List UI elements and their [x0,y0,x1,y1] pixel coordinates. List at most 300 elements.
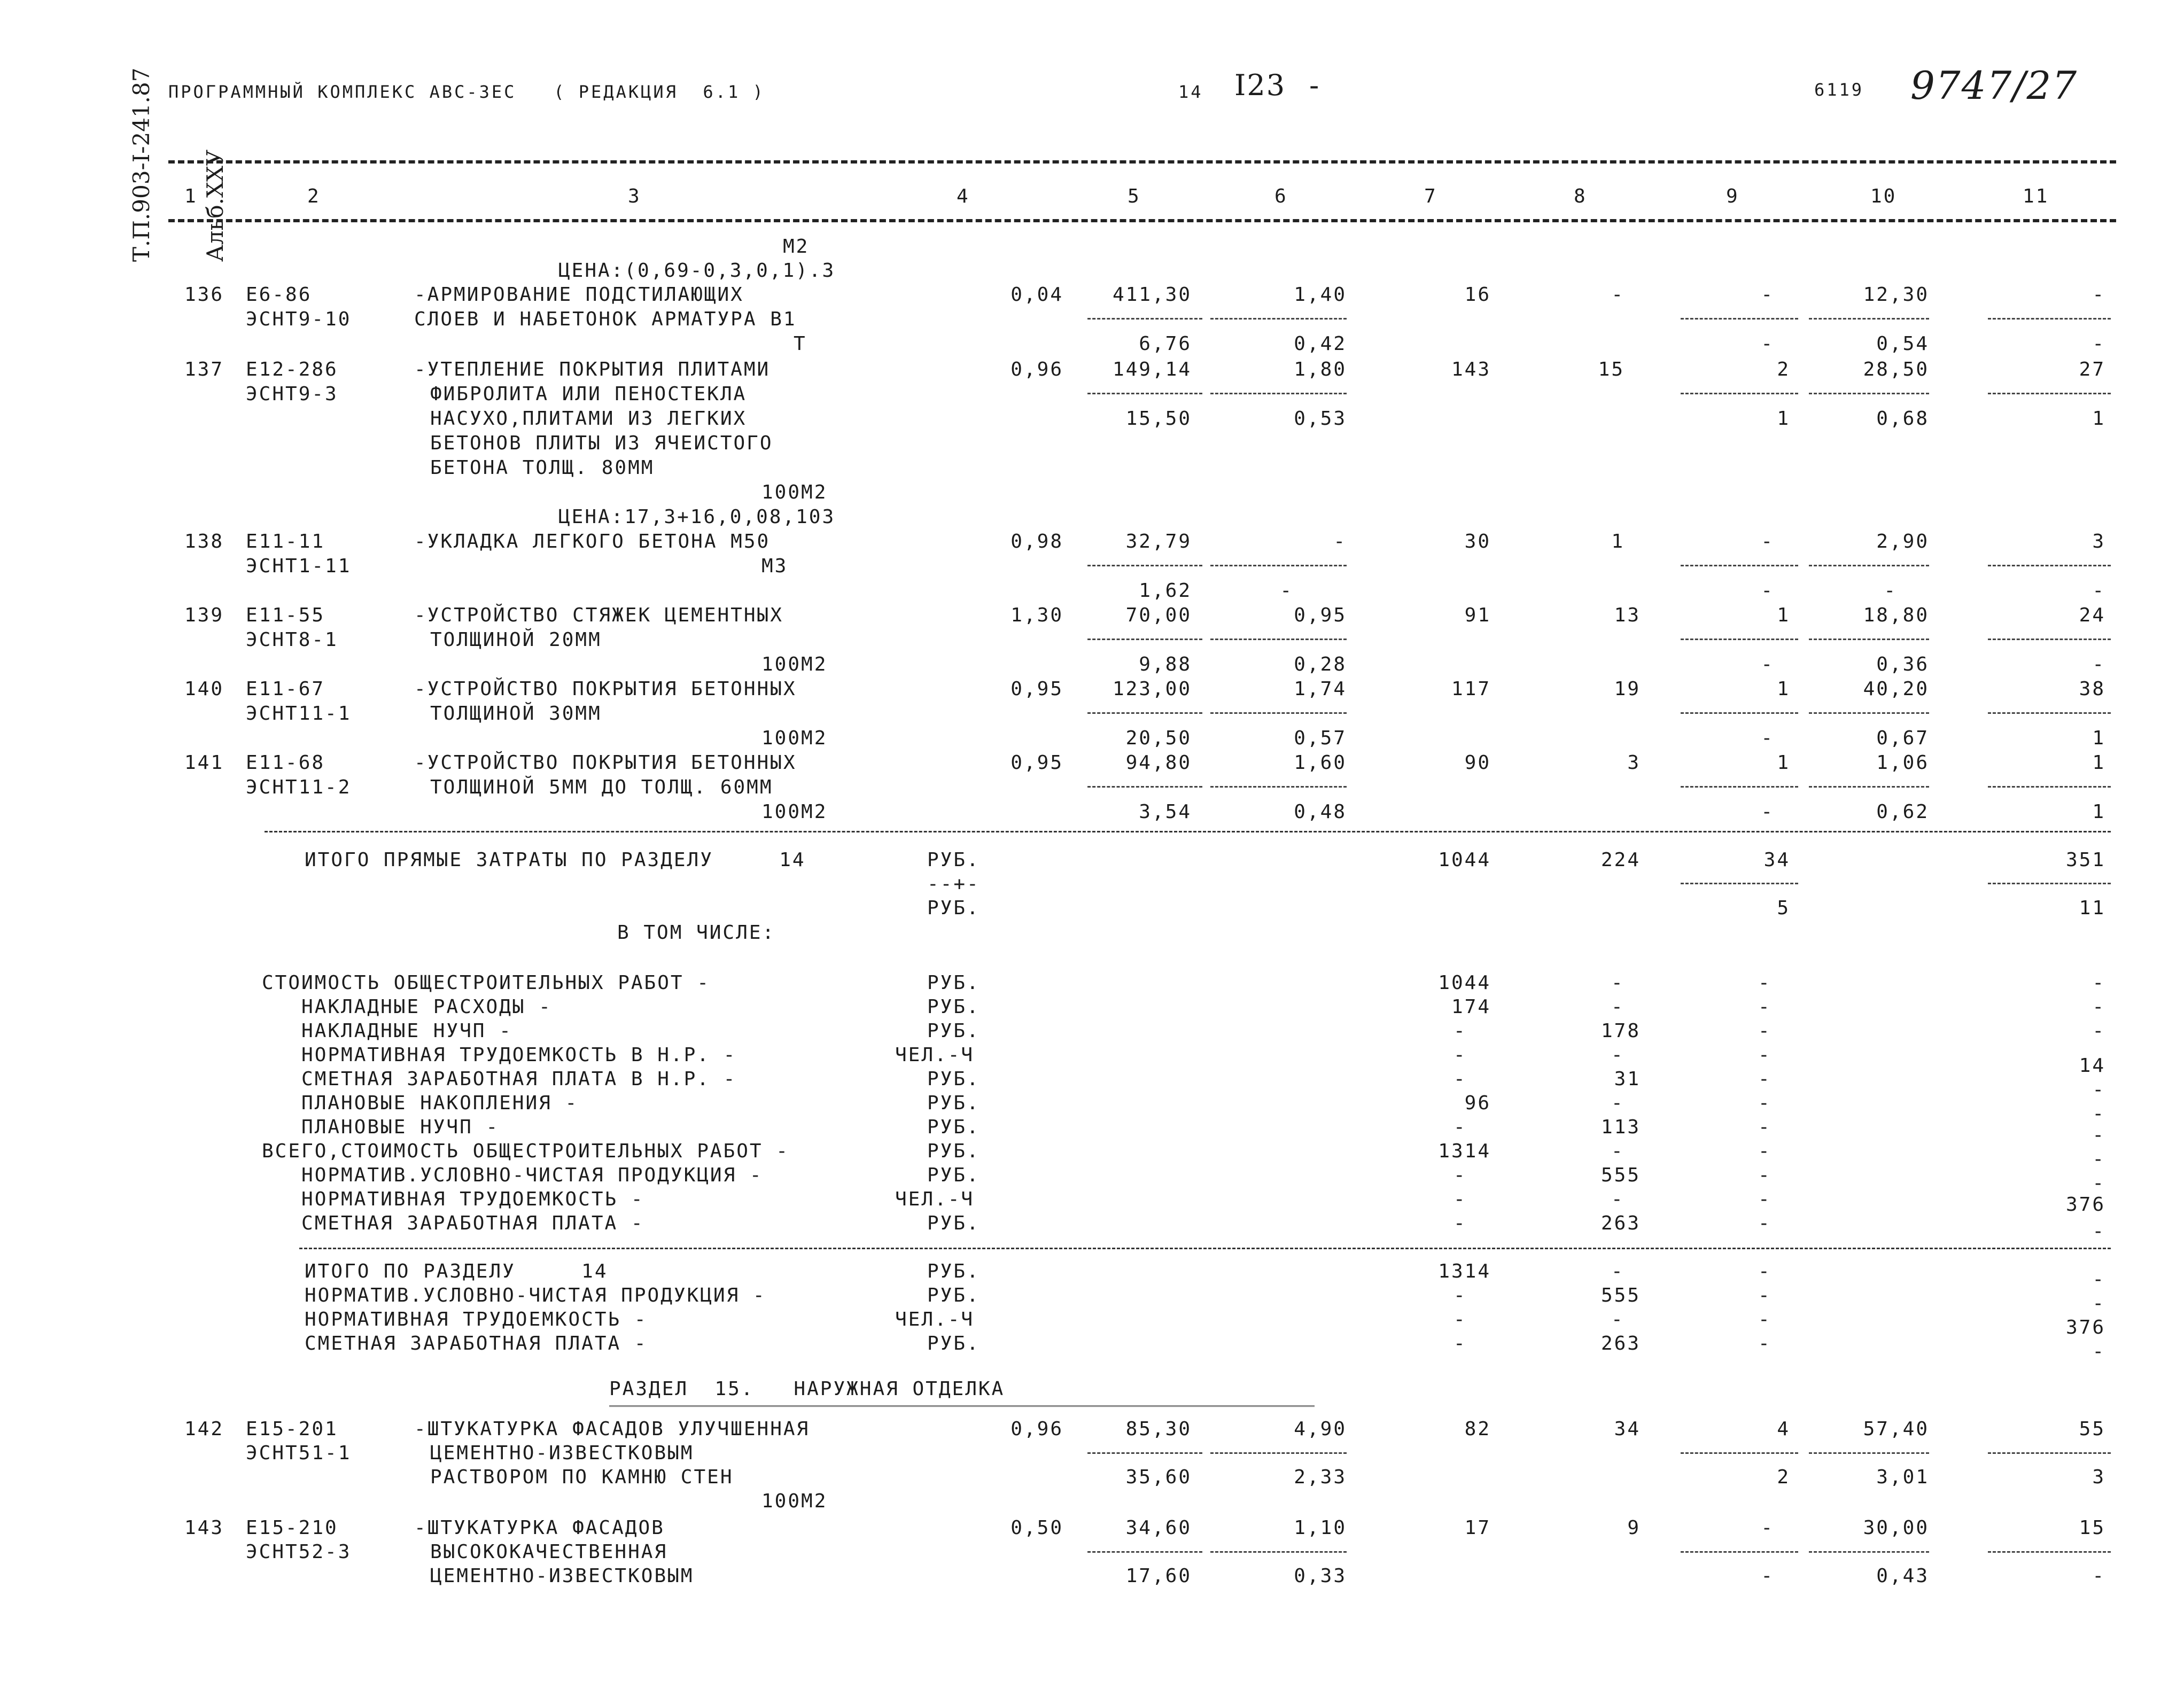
cell-c8: 19 [1614,678,1641,700]
side-label [80,68,277,262]
cell-divider [1988,565,2111,566]
breakdown-c9: - [1758,1116,1771,1138]
item-number: 143 [184,1517,224,1539]
cell-divider [1210,393,1347,394]
section-total-c8: 263 [1600,1333,1641,1355]
col-header-9: 9 [1726,185,1739,207]
cell-c9: 2 [1777,359,1790,380]
section-total-unit: РУБ. [927,1260,980,1282]
cell-c9: - [1761,531,1774,552]
cell-c11: 3 [2092,531,2105,552]
cell-c9b: - [1761,801,1774,823]
breakdown-c11: - [2092,1172,2105,1194]
price-formula: ЦЕНА:17,3+16,0,08,103 [558,506,836,528]
cell-c6: 0,95 [1294,604,1347,626]
cell-c11: 55 [2079,1418,2105,1440]
cell-c8: 1 [1611,531,1625,552]
breakdown-c11: - [2092,996,2105,1018]
cell-c8: 9 [1627,1517,1641,1539]
cell-c6b: 0,42 [1294,333,1347,355]
cell-divider [1210,318,1347,320]
breakdown-c7: - [1454,1116,1467,1138]
item-description: -УСТРОЙСТВО ПОКРЫТИЯ БЕТОННЫХ [414,678,797,700]
cell-c9: 1 [1777,752,1790,774]
breakdown-c11: - [2092,1124,2105,1146]
cell-c5: 85,30 [1125,1418,1192,1440]
item-number: 137 [184,359,224,380]
breakdown-c8: - [1611,1092,1625,1114]
item-code-2: ЭСНТ11-2 [246,776,352,798]
cell-divider [1210,786,1347,788]
cell-divider [1681,1551,1798,1553]
cell-divider [1087,565,1202,566]
breakdown-unit: РУБ. [927,1140,980,1162]
cell-divider [1681,883,1798,884]
cell-divider [1681,318,1798,320]
cell-c9b: 1 [1777,408,1790,430]
cell-divider [1087,1551,1202,1553]
item-description: -ШТУКАТУРКА ФАСАДОВ УЛУЧШЕННАЯ [414,1418,810,1440]
cell-c11b: 1 [2092,727,2105,749]
cell-c9: 1 [1777,678,1790,700]
section-total-unit: РУБ. [927,1285,980,1306]
breakdown-c7: - [1454,1020,1467,1042]
cell-c6b: 0,33 [1294,1565,1347,1587]
cell-qty: 0,98 [1011,531,1063,552]
item-description: -АРМИРОВАНИЕ ПОДСТИЛАЮЩИХ [414,284,744,306]
breakdown-c9: - [1758,1188,1771,1210]
breakdown-label: НОРМАТИВНАЯ ТРУДОЕМКОСТЬ В Н.Р. - [262,1044,737,1066]
item-code: Е15-201 [246,1418,338,1440]
breakdown-unit: РУБ. [927,1164,980,1186]
col-header-11: 11 [2023,185,2049,207]
side-label-line1: Т.П.903-I-241.87 [128,67,154,262]
col-header-3: 3 [628,185,641,207]
cell-divider [1681,565,1798,566]
item-number: 142 [184,1418,224,1440]
cell-c6: 4,90 [1294,1418,1347,1440]
breakdown-label: ВСЕГО,СТОИМОСТЬ ОБЩЕСТРОИТЕЛЬНЫХ РАБОТ - [262,1140,789,1162]
cell-c8: 13 [1614,604,1641,626]
cell-c10: 12,30 [1863,284,1929,306]
breakdown-c11: - [2092,1079,2105,1101]
item-unit: 100М2 [761,1490,828,1512]
section-total-label: СМЕТНАЯ ЗАРАБОТНАЯ ПЛАТА - [305,1333,648,1355]
cell-divider [1988,786,2111,788]
breakdown-unit: РУБ. [927,996,980,1018]
breakdown-c8: 263 [1600,1212,1641,1234]
col-header-1: 1 [184,185,198,207]
section-total-c7: - [1454,1285,1467,1306]
cell-divider [1809,393,1929,394]
section-total-c9: - [1758,1260,1771,1282]
cell-c10b: 0,43 [1876,1565,1929,1587]
cell-divider [1988,318,2111,320]
cell-c11b: - [2092,653,2105,675]
cell-divider [1210,565,1347,566]
total-direct-unit: РУБ. [927,849,980,871]
cell-qty: 0,96 [1011,359,1063,380]
item-code: Е15-210 [246,1517,338,1539]
cell-c5b: 20,50 [1125,727,1192,749]
item-description: ТОЛЩИНОЙ 20ММ [430,629,602,651]
cell-c5: 94,80 [1125,752,1192,774]
section-title: РАЗДЕЛ 15. НАРУЖНАЯ ОТДЕЛКА [609,1378,1005,1400]
section-total-label: НОРМАТИВ.УСЛОВНО-ЧИСТАЯ ПРОДУКЦИЯ - [305,1285,766,1306]
section-total-c11: 376 [2065,1317,2105,1338]
cell-c11: - [2092,284,2105,306]
section-total-c11: - [2092,1268,2105,1290]
item-description: ТОЛЩИНОЙ 5ММ ДО ТОЛЩ. 60ММ [430,776,773,798]
breakdown-c8: - [1611,1044,1625,1066]
cell-divider [1087,1452,1202,1454]
item-code: Е11-67 [246,678,325,700]
cell-divider [1087,393,1202,394]
cell-c6: 1,74 [1294,678,1347,700]
cell-c9: 4 [1777,1418,1790,1440]
item-code-2: ЭСНТ52-3 [246,1541,352,1563]
total-direct-unit-2: РУБ. [927,897,980,919]
breakdown-c9: - [1758,1164,1771,1186]
cell-divider [1087,639,1202,640]
section-total-c9: - [1758,1285,1771,1306]
cell-c11: 15 [2079,1517,2105,1539]
cell-divider [1988,639,2111,640]
item-number: 136 [184,284,224,306]
section-total-label: НОРМАТИВНАЯ ТРУДОЕМКОСТЬ - [305,1309,648,1330]
breakdown-c8: 113 [1600,1116,1641,1138]
cell-c10b: 3,01 [1876,1466,1929,1488]
cell-c10: 18,80 [1863,604,1929,626]
cell-c10: 57,40 [1863,1418,1929,1440]
cell-divider [1210,639,1347,640]
col-header-4: 4 [957,185,970,207]
breakdown-c8: 178 [1600,1020,1641,1042]
section-total-c8: - [1611,1309,1625,1330]
unit-line: 100М2 [761,481,828,503]
breakdown-c7: - [1454,1188,1467,1210]
breakdown-c11: - [2092,1020,2105,1042]
header-dash: - [1309,68,1320,102]
breakdown-unit: РУБ. [927,1092,980,1114]
breakdown-c9: - [1758,1044,1771,1066]
cell-c7: 30 [1464,531,1491,552]
item-number: 139 [184,604,224,626]
cell-c6: 1,10 [1294,1517,1347,1539]
item-description: ЦЕМЕНТНО-ИЗВЕСТКОВЫМ [430,1565,694,1587]
cell-c6b: 0,57 [1294,727,1347,749]
cell-c5b: 17,60 [1125,1565,1192,1587]
breakdown-c11: - [2092,1220,2105,1242]
item-code: Е12-286 [246,359,338,380]
breakdown-c9: - [1758,1068,1771,1090]
breakdown-c9: - [1758,1020,1771,1042]
cell-c10: 28,50 [1863,359,1929,380]
cell-divider [1681,786,1798,788]
including-label: В ТОМ ЧИСЛЕ: [617,922,776,944]
breakdown-label: СМЕТНАЯ ЗАРАБОТНАЯ ПЛАТА - [262,1212,644,1234]
top-rule [168,160,2116,164]
cell-c9b: - [1761,580,1774,602]
breakdown-c9: - [1758,1212,1771,1234]
unit-line: М2 [783,236,810,258]
cell-c10: 40,20 [1863,678,1929,700]
col-header-2: 2 [307,185,321,207]
total-direct-c9b: 5 [1777,897,1790,919]
cell-divider [1809,786,1929,788]
breakdown-label: ПЛАНОВЫЕ НАКОПЛЕНИЯ - [262,1092,579,1114]
document-code: 6119 [1814,80,1864,100]
breakdown-unit: ЧЕЛ.-Ч [895,1044,975,1066]
cell-divider [1809,639,1929,640]
cell-c8: - [1611,284,1625,306]
cell-c10b: 0,54 [1876,333,1929,355]
cell-c11: 24 [2079,604,2105,626]
cell-divider [1681,639,1798,640]
cell-c6: 1,60 [1294,752,1347,774]
cell-divider [1681,393,1798,394]
cell-c5b: 3,54 [1139,801,1192,823]
breakdown-c7: 96 [1464,1092,1491,1114]
section-total-unit: ЧЕЛ.-Ч [895,1309,975,1330]
total-direct-c7: 1044 [1438,849,1491,871]
breakdown-c9: - [1758,1092,1771,1114]
section-title-underline [609,1405,1315,1407]
breakdown-c7: 1044 [1438,972,1491,994]
cell-divider [1087,786,1202,788]
section-total-c7: - [1454,1309,1467,1330]
breakdown-c8: 555 [1600,1164,1641,1186]
cell-c10: 30,00 [1863,1517,1929,1539]
cell-divider [1681,712,1798,714]
page-number: I23 [1234,68,1286,102]
cell-c9b: - [1761,727,1774,749]
cell-c9: - [1761,284,1774,306]
item-number: 141 [184,752,224,774]
item-code-2: ЭСНТ9-3 [246,383,338,405]
cell-c6b: 0,53 [1294,408,1347,430]
cell-divider [1809,565,1929,566]
sequence-number: 14 [1178,82,1203,102]
program-header: ПРОГРАММНЫЙ КОМПЛЕКС АВС-3ЕС ( РЕДАКЦИЯ 6.1 ) [168,82,765,102]
breakdown-c9: - [1758,1140,1771,1162]
item-description: ВЫСОКОКАЧЕСТВЕННАЯ [430,1541,668,1563]
breakdown-label: НАКЛАДНЫЕ НУЧП - [262,1020,512,1042]
breakdown-c8: - [1611,1188,1625,1210]
cell-c5b: 1,62 [1139,580,1192,602]
breakdown-c8: 31 [1614,1068,1641,1090]
section-total-c11: - [2092,1293,2105,1314]
col-header-8: 8 [1574,185,1587,207]
breakdown-unit: РУБ. [927,1116,980,1138]
item-description: ТОЛЩИНОЙ 30ММ [430,703,602,725]
cell-c7: 17 [1464,1517,1491,1539]
cell-c5: 123,00 [1112,678,1192,700]
side-label-line2: Альб.ХХУ [202,149,228,262]
breakdown-c8: - [1611,996,1625,1018]
item-description: РАСТВОРОМ ПО КАМНЮ СТЕН [430,1466,734,1488]
item-code: Е11-68 [246,752,325,774]
item-code-2: ЭСНТ9-10 [246,308,352,330]
item-code-2: ЭСНТ8-1 [246,629,338,651]
cell-c10b: 0,67 [1876,727,1929,749]
item-code: Е6-86 [246,284,312,306]
cell-divider [1087,712,1202,714]
cell-c11b: - [2092,580,2105,602]
cell-c6b: - [1280,580,1293,602]
breakdown-c7: - [1454,1044,1467,1066]
breakdown-c7: 1314 [1438,1140,1491,1162]
breakdown-label: НАКЛАДНЫЕ РАСХОДЫ - [262,996,552,1018]
cell-divider [1988,1551,2111,1553]
cell-c9: - [1761,1517,1774,1539]
cell-c8: 15 [1598,359,1625,380]
section-total-c8: 555 [1600,1285,1641,1306]
cell-c5b: 35,60 [1125,1466,1192,1488]
section-total-c7: 1314 [1438,1260,1491,1282]
cell-c8: 34 [1614,1418,1641,1440]
cell-c10b: - [1884,580,1897,602]
item-unit: 100М2 [761,801,828,823]
cell-c7: 143 [1451,359,1491,380]
breakdown-c11: 14 [2079,1055,2105,1077]
section-total-c8: - [1611,1260,1625,1282]
cell-qty: 0,95 [1011,678,1063,700]
item-description: -УТЕПЛЕНИЕ ПОКРЫТИЯ ПЛИТАМИ [414,359,771,380]
breakdown-c7: - [1454,1164,1467,1186]
item-unit: 100М2 [761,727,828,749]
cell-c9b: - [1761,653,1774,675]
cell-c8: 3 [1627,752,1641,774]
cell-qty: 0,96 [1011,1418,1063,1440]
cell-c5: 32,79 [1125,531,1192,552]
cell-c11b: 1 [2092,408,2105,430]
item-description: -ШТУКАТУРКА ФАСАДОВ [414,1517,665,1539]
cell-c7: 117 [1451,678,1491,700]
cell-c11: 38 [2079,678,2105,700]
cell-c5: 411,30 [1112,284,1192,306]
breakdown-unit: РУБ. [927,972,980,994]
cell-c11b: 3 [2092,1466,2105,1488]
item-description: БЕТОНОВ ПЛИТЫ ИЗ ЯЧЕИСТОГО [430,432,773,454]
cell-divider [1988,1452,2111,1454]
breakdown-c11: - [2092,972,2105,994]
cell-c10b: 0,68 [1876,408,1929,430]
item-unit: 100М2 [761,653,828,675]
item-description: БЕТОНА ТОЛЩ. 80ММ [430,457,655,479]
handwritten-number: 9747/27 [1910,63,2078,108]
cell-divider [1988,393,2111,394]
cell-c9b: - [1761,1565,1774,1587]
cell-qty: 0,04 [1011,284,1063,306]
item-number: 138 [184,531,224,552]
cell-c5: 149,14 [1112,359,1192,380]
section-total-rule [299,1248,2111,1249]
cell-c7: 16 [1464,284,1491,306]
breakdown-c8: - [1611,1140,1625,1162]
cell-c5b: 15,50 [1125,408,1192,430]
item-code-2: ЭСНТ51-1 [246,1442,352,1464]
breakdown-unit: РУБ. [927,1068,980,1090]
breakdown-c8: - [1611,972,1625,994]
cell-divider [1988,712,2111,714]
item-unit: М3 [761,555,788,577]
breakdown-c9: - [1758,972,1771,994]
cell-qty: 0,95 [1011,752,1063,774]
item-number: 140 [184,678,224,700]
item-description: -УСТРОЙСТВО ПОКРЫТИЯ БЕТОННЫХ [414,752,797,774]
cell-c5: 70,00 [1125,604,1192,626]
breakdown-unit: РУБ. [927,1212,980,1234]
item-code: Е11-55 [246,604,325,626]
cell-divider [1988,883,2111,884]
section-total-unit: РУБ. [927,1333,980,1355]
cell-c11b: - [2092,1565,2105,1587]
section-total-label: ИТОГО ПО РАЗДЕЛУ 14 [305,1260,608,1282]
section-total-c9: - [1758,1333,1771,1355]
breakdown-c7: - [1454,1212,1467,1234]
breakdown-c11: 376 [2065,1194,2105,1216]
breakdown-label: ПЛАНОВЫЕ НУЧП - [262,1116,500,1138]
cell-c7: 90 [1464,752,1491,774]
breakdown-c11: - [2092,1148,2105,1170]
cell-c10b: 0,36 [1876,653,1929,675]
breakdown-c11: - [2092,1103,2105,1125]
col-header-7: 7 [1424,185,1437,207]
breakdown-label: НОРМАТИВ.УСЛОВНО-ЧИСТАЯ ПРОДУКЦИЯ - [262,1164,763,1186]
item-description: -УСТРОЙСТВО СТЯЖЕК ЦЕМЕНТНЫХ [414,604,783,626]
item-description: ФИБРОЛИТА ИЛИ ПЕНОСТЕКЛА [430,383,747,405]
item-description: НАСУХО,ПЛИТАМИ ИЗ ЛЕГКИХ [430,408,747,430]
total-direct-label: ИТОГО ПРЯМЫЕ ЗАТРАТЫ ПО РАЗДЕЛУ 14 [305,849,806,871]
cell-c11b: - [2092,333,2105,355]
item-code: Е11-11 [246,531,325,552]
col-header-6: 6 [1274,185,1288,207]
cell-divider [1809,1551,1929,1553]
header-bottom-rule [168,219,2116,222]
cell-c6b: 0,48 [1294,801,1347,823]
cell-c5b: 6,76 [1139,333,1192,355]
cell-c11: 27 [2079,359,2105,380]
cell-c5b: 9,88 [1139,653,1192,675]
breakdown-label: СМЕТНАЯ ЗАРАБОТНАЯ ПЛАТА В Н.Р. - [262,1068,737,1090]
cell-divider [1809,1452,1929,1454]
cell-divider [1809,318,1929,320]
cell-c7: 91 [1464,604,1491,626]
item-code-2: ЭСНТ1-11 [246,555,352,577]
cell-c10b: 0,62 [1876,801,1929,823]
cell-divider [1210,1452,1347,1454]
cell-c10: 1,06 [1876,752,1929,774]
item-code-2: ЭСНТ11-1 [246,703,352,725]
cell-divider [1087,318,1202,320]
breakdown-c7: 174 [1451,996,1491,1018]
total-direct-c9: 34 [1763,849,1790,871]
col-header-5: 5 [1128,185,1141,207]
item-description: ЦЕМЕНТНО-ИЗВЕСТКОВЫМ [430,1442,694,1464]
cell-c5: 34,60 [1125,1517,1192,1539]
cell-qty: 0,50 [1011,1517,1063,1539]
section-total-c11: - [2092,1341,2105,1363]
cell-divider [1809,712,1929,714]
item-description: -УКЛАДКА ЛЕГКОГО БЕТОНА М50 [414,531,771,552]
total-rule [265,831,2111,832]
cell-c9: 1 [1777,604,1790,626]
item-description: СЛОЕВ И НАБЕТОНОК АРМАТУРА В1 [414,308,797,330]
breakdown-unit: ЧЕЛ.-Ч [895,1188,975,1210]
section-total-c9: - [1758,1309,1771,1330]
total-direct-c11: 351 [2065,849,2105,871]
